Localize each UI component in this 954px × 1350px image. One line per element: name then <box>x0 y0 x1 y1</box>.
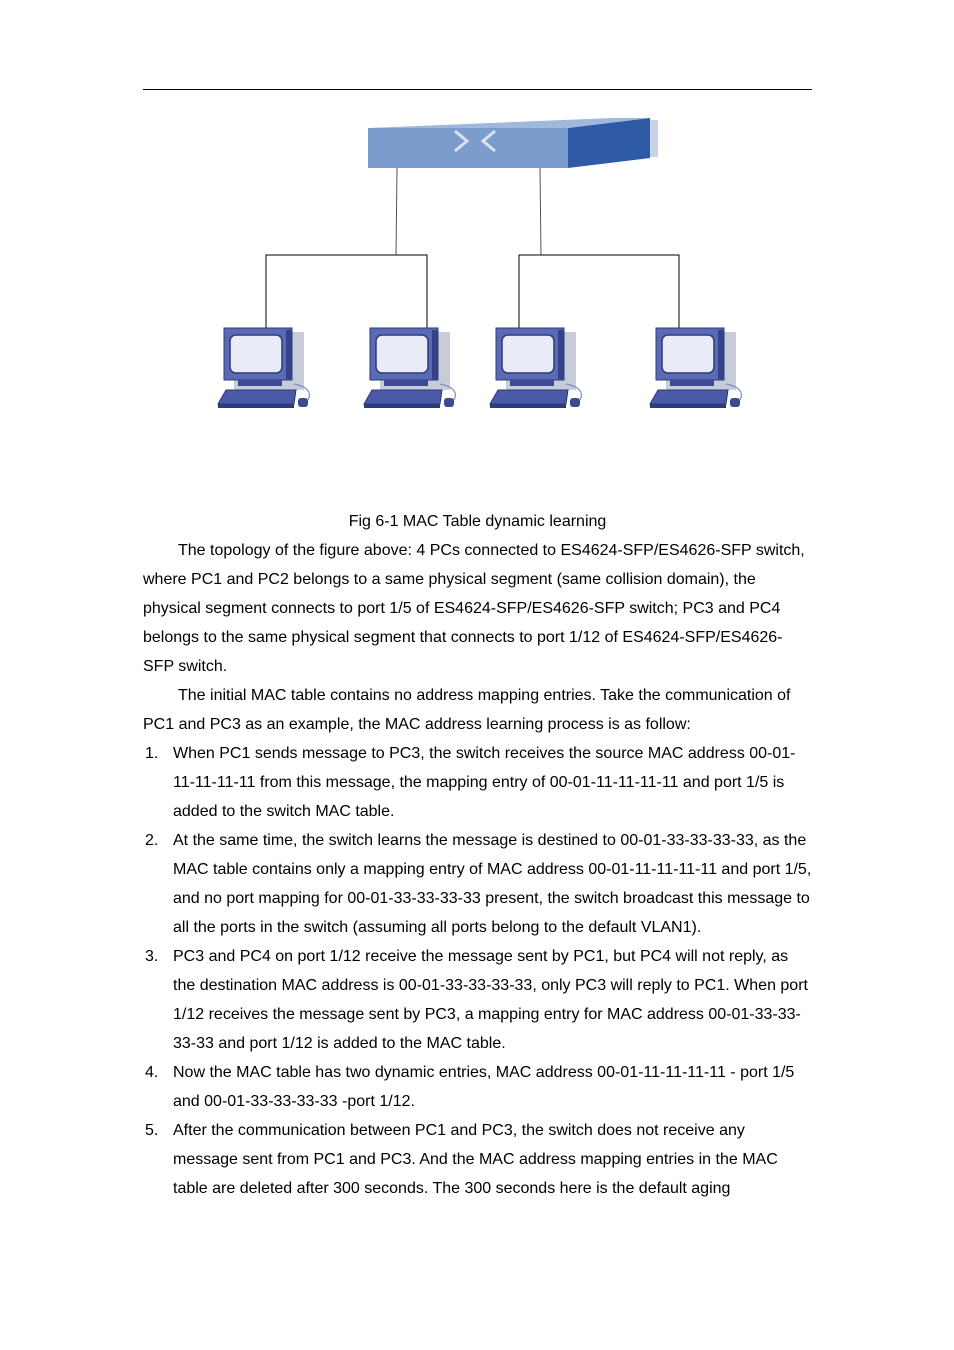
paragraph-topology: The topology of the figure above: 4 PCs connected to ES4624-SFP/ES4626-SFP switch, where PC1 and PC2 belongs to a same physical segment (same collision domain), the physical segment connects to port 1/5 of ES4624-SFP/ES4626-SFP switch; PC3 and PC4 belongs to the same physical segment that connects to port 1/12 of ES4624-SFP/ES4626-SFP switch. <box>143 542 805 675</box>
list-item <box>143 1058 812 1116</box>
list-text: At the same time, the switch learns the message is destined to 00-01-33-33-33-33, as the MAC table contains only a mapping entry of MAC address 00-01-11-11-11-11 and port 1/5, and no port mapping for 00-01-33-33-33-33 present, the switch broadcast this message to all the ports in the switch (assuming all ports belong to the default VLAN1). <box>173 832 812 936</box>
list-number: 4. <box>145 1064 159 1081</box>
pc3-icon <box>490 328 581 408</box>
list-number: 1. <box>145 745 159 762</box>
paragraph-initial-table: The initial MAC table contains no address mapping entries. Take the communication of PC1 and PC3 as an example, the MAC address learning process is as follow: <box>143 687 791 733</box>
pc2-icon <box>364 328 455 408</box>
topology-figure <box>0 0 954 500</box>
pc4-icon <box>650 328 741 408</box>
network-switch-icon <box>368 118 660 168</box>
list-text: When PC1 sends message to PC3, the switch receives the source MAC address 00-01-11-11-11-11 from this message, the mapping entry of 00-01-11-11-11-11 and port 1/5 is added to the switch MAC table. <box>173 745 796 820</box>
list-item <box>143 739 812 826</box>
body-text <box>143 536 812 1203</box>
list-item <box>143 1116 812 1203</box>
list-number: 3. <box>145 948 159 965</box>
list-item <box>143 826 812 942</box>
list-number: 2. <box>145 832 159 849</box>
pc1-icon <box>218 328 309 408</box>
list-number: 5. <box>145 1122 159 1139</box>
list-text: After the communication between PC1 and PC3, the switch does not receive any message sent from PC1 and PC3. And the MAC address mapping entries in the MAC table are deleted after 300 seconds. The 300 seconds here is the default aging <box>173 1122 778 1197</box>
learning-steps-list <box>143 739 812 1203</box>
list-item <box>143 942 812 1058</box>
list-text: Now the MAC table has two dynamic entries, MAC address 00-01-11-11-11-11 - port 1/5 and 00-01-33-33-33-33 -port 1/12. <box>173 1064 795 1110</box>
list-text: PC3 and PC4 on port 1/12 receive the message sent by PC1, but PC4 will not reply, as the destination MAC address is 00-01-33-33-33-33, only PC3 will reply to PC1. When port 1/12 receives the message sent by PC3, a mapping entry for MAC address 00-01-33-33-33-33 and port 1/12 is added to the MAC table. <box>173 948 808 1052</box>
figure-caption: Fig 6-1 MAC Table dynamic learning <box>348 513 607 530</box>
